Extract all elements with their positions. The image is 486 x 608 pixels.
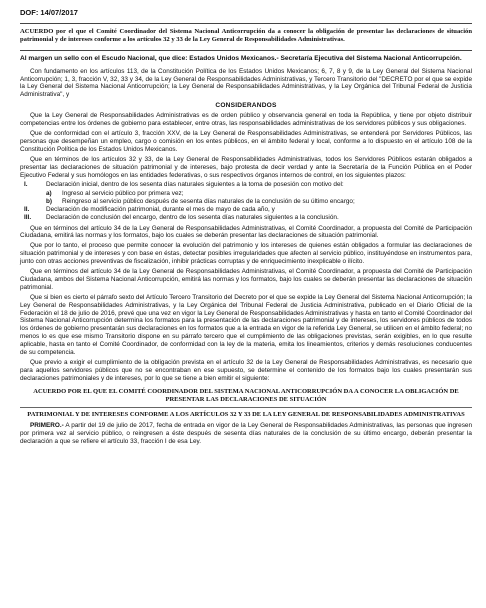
plazo-sublist [20,190,472,206]
plazo-item [20,206,472,214]
document-title: ACUERDO por el que el Comité Coordinador del Sistema Nacional Anticorrupción da a conocer la obligación de presentar las declaraciones de situación patrimonial y de intereses conforme a los artículos 32 y 33 de la Ley General de Responsabilidades Administrativas. [20,28,472,44]
considerando-paragraph: Que por lo tanto, el proceso que permite conocer la evolución del patrimonio y los intereses de quienes están obligados a formular las declaraciones de situación patrimonial y de intereses y con base en éstas, detectar posibles irregularidades que afecten al servicio público, instituyéndose en instrumentos para, junto con otras acciones preventivas de fiscalización, inhibir prácticas corruptas y de enriquecimiento inexplicable o ilícito. [20,242,472,266]
considerando-paragraph: Que en términos del artículo 34 de la Ley General de Responsabilidades Administrativas, el Comité Coordinador, a propuesta del Comité de Participación Ciudadana, emitirá las normas y los formatos, bajo los cuales se deberán presentar las declaraciones de situación patrimonial. [20,224,472,240]
considerando-paragraph: Que la Ley General de Responsabilidades Administrativas es de orden público y observancia general en toda la República, y tiene por objeto distribuir competencias entre los órdenes de gobierno para establecer, entre otras, las responsabilidades administrativas de los servidores públicos y sus obligaciones. [20,112,472,128]
acuerdo-heading-line-2: PATRIMONIAL Y DE INTERESES CONFORME A LOS ARTÍCULOS 32 Y 33 DE LA LEY GENERAL DE RESPONSABILIDADES ADMINISTRATIVAS [27,410,465,418]
subitem-letter: a) [46,189,52,197]
subitem-text: Ingreso al servicio público por primera vez; [62,189,184,197]
acuerdo-divider [20,407,472,408]
title-divider [20,50,472,51]
primero-paragraph [20,422,472,446]
plazo-number: I. [24,181,28,189]
intro-paragraph: Con fundamento en los artículos 113, de la Constitución Política de los Estados Unidos Mexicanos; 6, 7, 8 y 9, de la Ley General del Sistema Nacional Anticorrupción; 1, 3, fracción V, 32, 33 y 34, de la Ley General de Responsabilidades Administrativas, y Tercero Transitorio del "DECRETO por el que se expide la Ley General del Sistema Nacional Anticorrupción; la Ley General de Responsabilidades Administrativas, y la Ley Orgánica del Tribunal Federal de Justicia Administrativa", y [20,67,472,99]
subitem-text: Reingreso al servicio público después de sesenta días naturales de la conclusión de su último encargo; [62,197,355,205]
primero-label: PRIMERO.- [30,421,64,429]
plazo-item [20,181,472,189]
plazo-text: Declaración de modificación patrimonial, durante el mes de mayo de cada año, y [46,206,275,214]
plazo-text: Declaración de conclusión del encargo, dentro de los sesenta días naturales siguientes a la conclusión. [46,214,339,222]
primero-text: A partir del 19 de julio de 2017, fecha de entrada en vigor de la Ley General de Responsabilidades Administrativas, las personas que ingresen por primera vez al servicio público, o reingresen a éste después de sesenta días naturales de la conclusión de su último encargo, deberán presentar la declaración a que se refiere el artículo 33, fracción I de esa Ley. [20,421,472,445]
top-divider [20,23,472,24]
plazo-subitem [20,198,472,206]
acuerdo-heading [20,388,472,419]
considerando-paragraph: Que en términos de los artículos 32 y 33, de la Ley General de Responsabilidades Administrativas, todos los Servidores Públicos estarán obligados a presentar las declaraciones de situación patrimonial y de intereses, bajo protesta de decir verdad y ante la Secretaría de la Función Pública en el Poder Ejecutivo Federal y sus homólogos en las entidades federativas, o sus respectivos órganos internos de control, en los siguientes plazos: [20,155,472,179]
considerando-paragraph: Que previo a exigir el cumplimiento de la obligación prevista en el artículo 32 de la Ley General de Responsabilidades Administrativas, es necesario que para aquellos servidores públicos que no se encontraban en ese supuesto, se determine el contenido de los formatos bajo los cuales presentarán sus declaraciones patrimoniales y de intereses, por lo que se tiene a bien emitir el siguiente: [20,359,472,382]
plazo-subitem [20,190,472,198]
acuerdo-heading-line-1: ACUERDO POR EL QUE EL COMITÉ COORDINADOR DEL SISTEMA NACIONAL ANTICORRUPCIÓN DA A CONOCER LA OBLIGACIÓN DE PRESENTAR LAS DECLARACIONES DE SITUACIÓN [33,387,459,404]
plazo-text: Declaración inicial, dentro de los sesenta días naturales siguientes a la toma de posesión con motivo del: [46,181,344,189]
considerando-paragraph: Que si bien es cierto el párrafo sexto del Artículo Tercero Transitorio del Decreto por el que se expide la Ley General del Sistema Nacional Anticorrupción; la Ley General de Responsabilidades Administrativas, y la Ley Orgánica del Tribunal Federal de Justicia Administrativa, publicado en el Diario Oficial de la Federación el 18 de julio de 2016, prevé que una vez en vigor la Ley General de Responsabilidades Administrativas y hasta en tanto el Comité Coordinador del Sistema Nacional Anticorrupción determina los formatos para la presentación de las declaraciones patrimonial y de intereses, los servidores públicos de todos los órdenes de gobierno presentarán sus declaraciones en los formatos que a la entrada en vigor de la referida Ley General, se utilicen en el ámbito federal; no menos lo es que ese mismo Transitorio dispone en su párrafo tercero que el cumplimiento de las obligaciones previstas, serán exigibles, en lo que resulte aplicable, hasta en tanto el Comité Coordinador, de conformidad con la ley de la materia, emita los lineamientos, criterios y demás resoluciones conducentes de su competencia. [20,293,472,357]
plazo-item [20,214,472,222]
plazo-number: III. [24,214,32,222]
publication-date: DOF: 14/07/2017 [20,8,78,17]
plazo-number: II. [24,206,30,214]
considerandos-part-b [20,225,472,383]
considerandos-part-a [20,112,472,179]
considerando-paragraph: Que de conformidad con el artículo 3, fracción XXV, de la Ley General de Responsabilidades Administrativas, se entenderá por Servidores Públicos, las personas que desempeñan un empleo, cargo o comisión en los entes públicos, en el ámbito federal y local, conforme a lo dispuesto en el artículo 108 de la Constitución Política de los Estados Unidos Mexicanos. [20,130,472,153]
subitem-letter: b) [46,197,53,205]
considerandos-heading: CONSIDERANDOS [215,102,277,110]
considerando-paragraph: Que en términos del artículo 34 de la Ley General de Responsabilidades Administrativas, el Comité Coordinador, a propuesta del Comité de Participación Ciudadana, ambos del Sistema Nacional Anticorrupción, emitirá las normas y los formatos, bajo los cuales se deberán presentar las declaraciones de situación patrimonial. [20,268,472,291]
plazos-list [20,181,472,222]
margin-note: Al margen un sello con el Escudo Nacional, que dice: Estados Unidos Mexicanos.- Secretaría Ejecutiva del Sistema Nacional Anticorrupción. [20,55,462,63]
